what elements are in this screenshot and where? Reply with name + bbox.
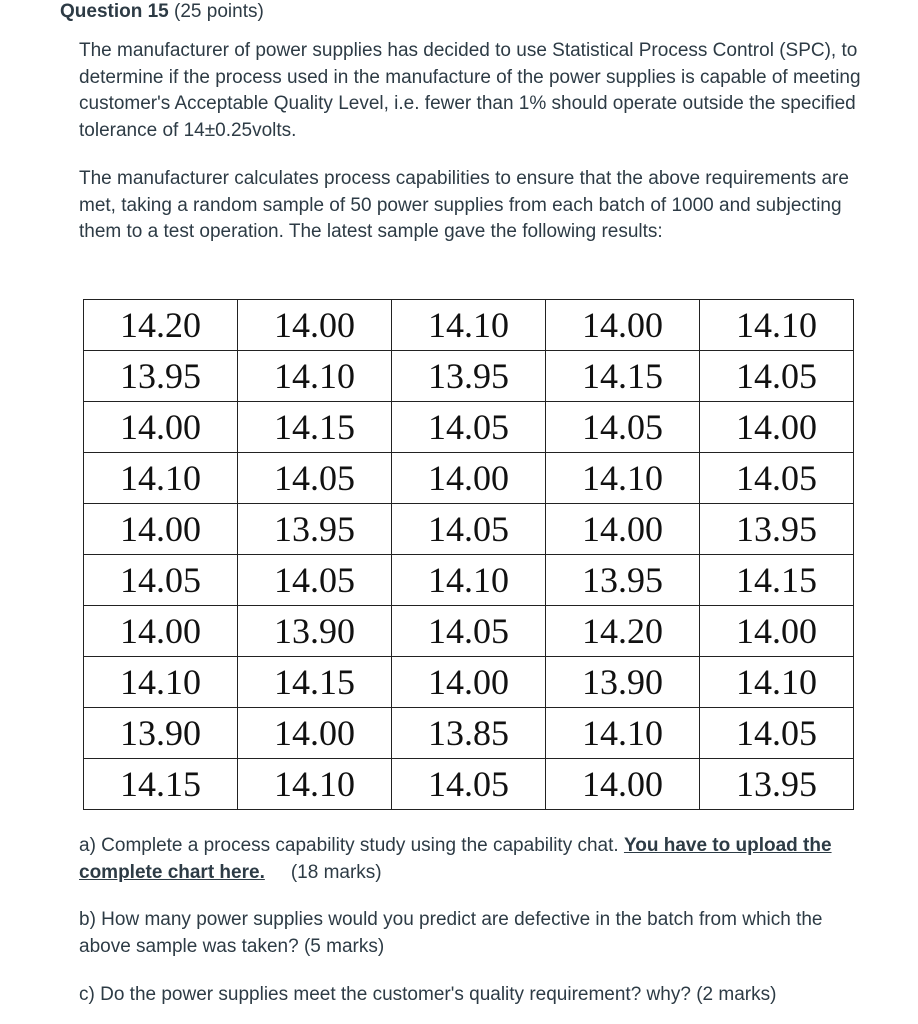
table-cell: 14.00 — [238, 300, 392, 351]
table-cell: 14.00 — [700, 606, 854, 657]
table-row — [84, 759, 854, 810]
table-cell: 13.85 — [392, 708, 546, 759]
table-cell: 14.20 — [84, 300, 238, 351]
table-cell: 14.05 — [238, 453, 392, 504]
table-cell: 14.05 — [700, 708, 854, 759]
table-cell: 13.95 — [546, 555, 700, 606]
table-cell: 14.10 — [546, 453, 700, 504]
table-cell: 14.05 — [392, 606, 546, 657]
table-cell: 14.15 — [238, 402, 392, 453]
question-a — [79, 833, 879, 886]
table-cell: 13.90 — [546, 657, 700, 708]
question-c: c) Do the power supplies meet the customer's quality requirement? why? (2 marks) — [79, 984, 777, 1005]
table-cell: 14.15 — [546, 351, 700, 402]
table-cell: 13.95 — [238, 504, 392, 555]
table-cell: 14.00 — [546, 759, 700, 810]
table-cell: 13.95 — [84, 351, 238, 402]
table-cell: 14.10 — [546, 708, 700, 759]
table-cell: 13.95 — [392, 351, 546, 402]
question-b: b) How many power supplies would you predict are defective in the batch from which the above sample was taken? (5 marks) — [79, 909, 823, 957]
table-cell: 14.00 — [546, 300, 700, 351]
table-row — [84, 555, 854, 606]
table-cell: 14.05 — [238, 555, 392, 606]
table-cell: 13.90 — [84, 708, 238, 759]
sample-results-table — [83, 299, 854, 810]
intro-paragraph-2: The manufacturer calculates process capabilities to ensure that the above requirements are met, taking a random sample of 50 power supplies from each batch of 1000 and subjecting them to a test operation. The latest sample gave the following results: — [79, 168, 849, 242]
table-cell: 13.90 — [238, 606, 392, 657]
table-cell: 13.95 — [700, 504, 854, 555]
table-cell: 14.00 — [84, 402, 238, 453]
question-header — [60, 0, 264, 24]
table-cell: 14.00 — [392, 657, 546, 708]
table-cell: 14.20 — [546, 606, 700, 657]
table-row — [84, 402, 854, 453]
table-cell: 14.05 — [700, 351, 854, 402]
question-a-text: a) Complete a process capability study using the capability chat. — [79, 835, 624, 856]
table-cell: 14.10 — [392, 300, 546, 351]
table-cell: 14.05 — [546, 402, 700, 453]
upload-chart-link[interactable]: You have to upload the complete chart here. — [79, 835, 832, 883]
table-cell: 14.00 — [392, 453, 546, 504]
table-cell: 14.00 — [700, 402, 854, 453]
table-cell: 14.10 — [700, 657, 854, 708]
table-row — [84, 351, 854, 402]
table-cell: 14.10 — [238, 351, 392, 402]
table-cell: 14.05 — [392, 504, 546, 555]
intro-paragraph-1: The manufacturer of power supplies has decided to use Statistical Process Control (SPC), to determine if the process used in the manufacture of the power supplies is capable of meeting customer's Acceptable Quality Level, i.e. fewer than 1% should operate outside the specified tolerance of 14±0.25volts. — [79, 40, 861, 141]
table-row — [84, 300, 854, 351]
question-title: Question 15 — [60, 1, 169, 22]
table-row — [84, 657, 854, 708]
table-cell: 14.00 — [546, 504, 700, 555]
table-row — [84, 504, 854, 555]
table-cell: 14.10 — [700, 300, 854, 351]
table-cell: 14.10 — [392, 555, 546, 606]
table-cell: 14.00 — [238, 708, 392, 759]
table-cell: 14.00 — [84, 606, 238, 657]
table-cell: 14.05 — [392, 402, 546, 453]
table-row — [84, 708, 854, 759]
table-cell: 13.95 — [700, 759, 854, 810]
table-cell: 14.10 — [238, 759, 392, 810]
table-cell: 14.00 — [84, 504, 238, 555]
table-row — [84, 453, 854, 504]
table-cell: 14.05 — [700, 453, 854, 504]
table-cell: 14.15 — [84, 759, 238, 810]
table-cell: 14.15 — [238, 657, 392, 708]
question-points: (25 points) — [174, 1, 264, 22]
table-cell: 14.05 — [392, 759, 546, 810]
table-cell: 14.15 — [700, 555, 854, 606]
table-cell: 14.10 — [84, 657, 238, 708]
question-a-marks: (18 marks) — [290, 861, 382, 883]
table-cell: 14.10 — [84, 453, 238, 504]
table-row — [84, 606, 854, 657]
table-cell: 14.05 — [84, 555, 238, 606]
